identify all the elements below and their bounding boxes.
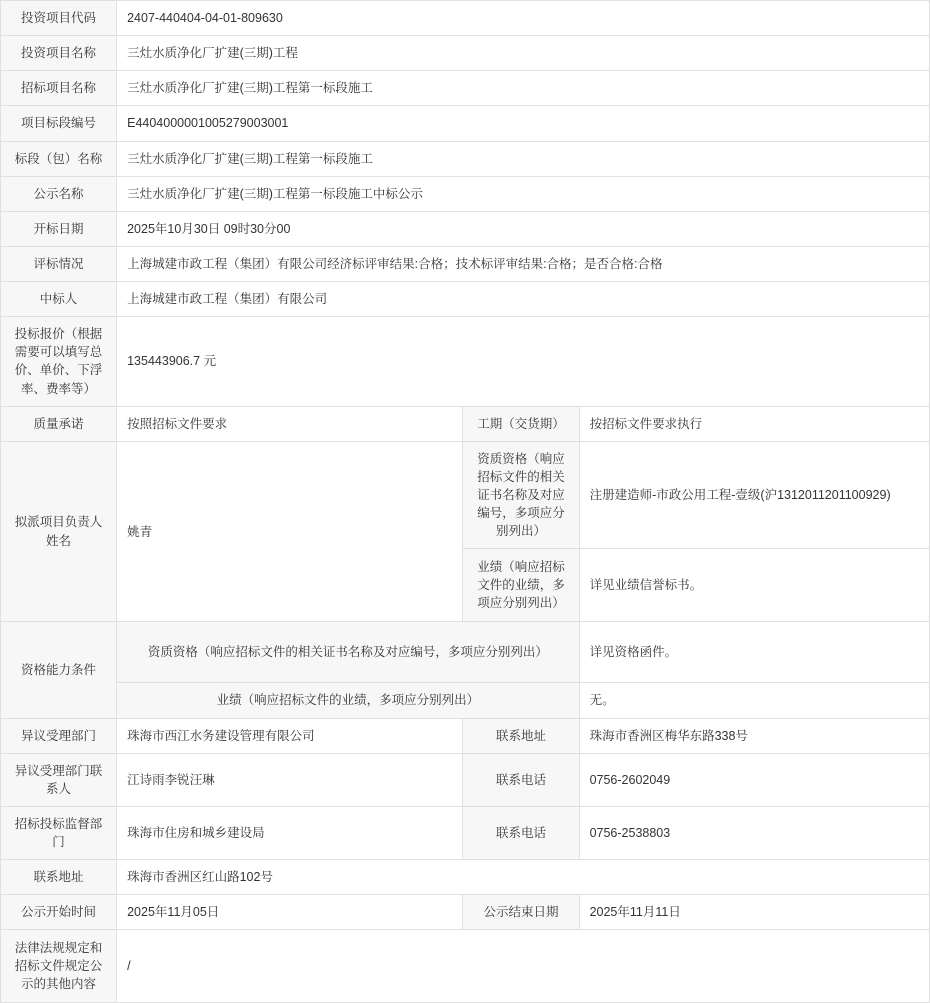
table-row <box>1 930 930 1003</box>
capability-qualification-value: 详见资格函件。 <box>579 622 929 683</box>
pm-performance-label: 业绩（响应招标文件的业绩，多项应分别列出） <box>463 549 579 622</box>
table-row <box>1 211 930 246</box>
notice-name-label: 公示名称 <box>1 176 117 211</box>
duration-label: 工期（交货期） <box>463 406 579 441</box>
table-row <box>1 806 930 859</box>
supervise-dept-value: 珠海市住房和城乡建设局 <box>117 806 463 859</box>
section-name-label: 标段（包）名称 <box>1 141 117 176</box>
section-code-label: 项目标段编号 <box>1 106 117 141</box>
table-row <box>1 895 930 930</box>
tender-name-label: 招标项目名称 <box>1 71 117 106</box>
table-row <box>1 141 930 176</box>
objection-phone-label: 联系电话 <box>463 753 579 806</box>
review-value: 上海城建市政工程（集团）有限公司经济标评审结果:合格；技术标评审结果:合格；是否合格:合格 <box>117 246 930 281</box>
table-row <box>1 36 930 71</box>
table-row <box>1 406 930 441</box>
objection-address-label: 联系地址 <box>463 718 579 753</box>
table-row <box>1 106 930 141</box>
table-row <box>1 282 930 317</box>
notice-start-value: 2025年11月05日 <box>117 895 463 930</box>
table-row <box>1 753 930 806</box>
table-row <box>1 622 930 683</box>
project-manager-value: 姚青 <box>117 441 463 622</box>
table-row <box>1 860 930 895</box>
objection-contact-value: 江诗雨李锐汪琳 <box>117 753 463 806</box>
supervise-phone-label: 联系电话 <box>463 806 579 859</box>
capability-label: 资格能力条件 <box>1 622 117 718</box>
capability-performance-value: 无。 <box>579 683 929 718</box>
winner-label: 中标人 <box>1 282 117 317</box>
table-row <box>1 71 930 106</box>
project-code-label: 投资项目代码 <box>1 1 117 36</box>
pm-qualification-value: 注册建造师-市政公用工程-壹级(沪1312011201100929) <box>579 441 929 549</box>
table-row <box>1 718 930 753</box>
section-code-value: E4404000001005279003001 <box>117 106 930 141</box>
table-row <box>1 683 930 718</box>
pm-qualification-label: 资质资格（响应招标文件的相关证书名称及对应编号，多项应分别列出） <box>463 441 579 549</box>
table-row <box>1 441 930 549</box>
open-date-value: 2025年10月30日 09时30分00 <box>117 211 930 246</box>
review-label: 评标情况 <box>1 246 117 281</box>
capability-performance-label: 业绩（响应招标文件的业绩，多项应分别列出） <box>117 683 579 718</box>
section-name-value: 三灶水质净化厂扩建(三期)工程第一标段施工 <box>117 141 930 176</box>
open-date-label: 开标日期 <box>1 211 117 246</box>
table-row <box>1 317 930 407</box>
capability-qualification-label: 资质资格（响应招标文件的相关证书名称及对应编号，多项应分别列出） <box>117 622 579 683</box>
bid-price-label: 投标报价（根据需要可以填写总价、单价、下浮率、费率等） <box>1 317 117 407</box>
objection-address-value: 珠海市香洲区梅华东路338号 <box>579 718 929 753</box>
objection-contact-label: 异议受理部门联系人 <box>1 753 117 806</box>
supervise-address-value: 珠海市香洲区红山路102号 <box>117 860 930 895</box>
project-name-value: 三灶水质净化厂扩建(三期)工程 <box>117 36 930 71</box>
objection-dept-value: 珠海市西江水务建设管理有限公司 <box>117 718 463 753</box>
objection-phone-value: 0756-2602049 <box>579 753 929 806</box>
pm-performance-value: 详见业绩信誉标书。 <box>579 549 929 622</box>
other-content-value: / <box>117 930 930 1003</box>
notice-end-value: 2025年11月11日 <box>579 895 929 930</box>
table-row <box>1 246 930 281</box>
tender-name-value: 三灶水质净化厂扩建(三期)工程第一标段施工 <box>117 71 930 106</box>
table-row <box>1 176 930 211</box>
supervise-dept-label: 招标投标监督部门 <box>1 806 117 859</box>
duration-value: 按招标文件要求执行 <box>579 406 929 441</box>
project-name-label: 投资项目名称 <box>1 36 117 71</box>
other-content-label: 法律法规规定和招标文件规定公示的其他内容 <box>1 930 117 1003</box>
supervise-phone-value: 0756-2538803 <box>579 806 929 859</box>
objection-dept-label: 异议受理部门 <box>1 718 117 753</box>
winner-value: 上海城建市政工程（集团）有限公司 <box>117 282 930 317</box>
notice-end-label: 公示结束日期 <box>463 895 579 930</box>
project-code-value: 2407-440404-04-01-809630 <box>117 1 930 36</box>
table-row <box>1 1 930 36</box>
notice-name-value: 三灶水质净化厂扩建(三期)工程第一标段施工中标公示 <box>117 176 930 211</box>
quality-value: 按照招标文件要求 <box>117 406 463 441</box>
quality-label: 质量承诺 <box>1 406 117 441</box>
notice-start-label: 公示开始时间 <box>1 895 117 930</box>
project-manager-label: 拟派项目负责人姓名 <box>1 441 117 622</box>
supervise-address-label: 联系地址 <box>1 860 117 895</box>
bid-price-value: 135443906.7 元 <box>117 317 930 407</box>
